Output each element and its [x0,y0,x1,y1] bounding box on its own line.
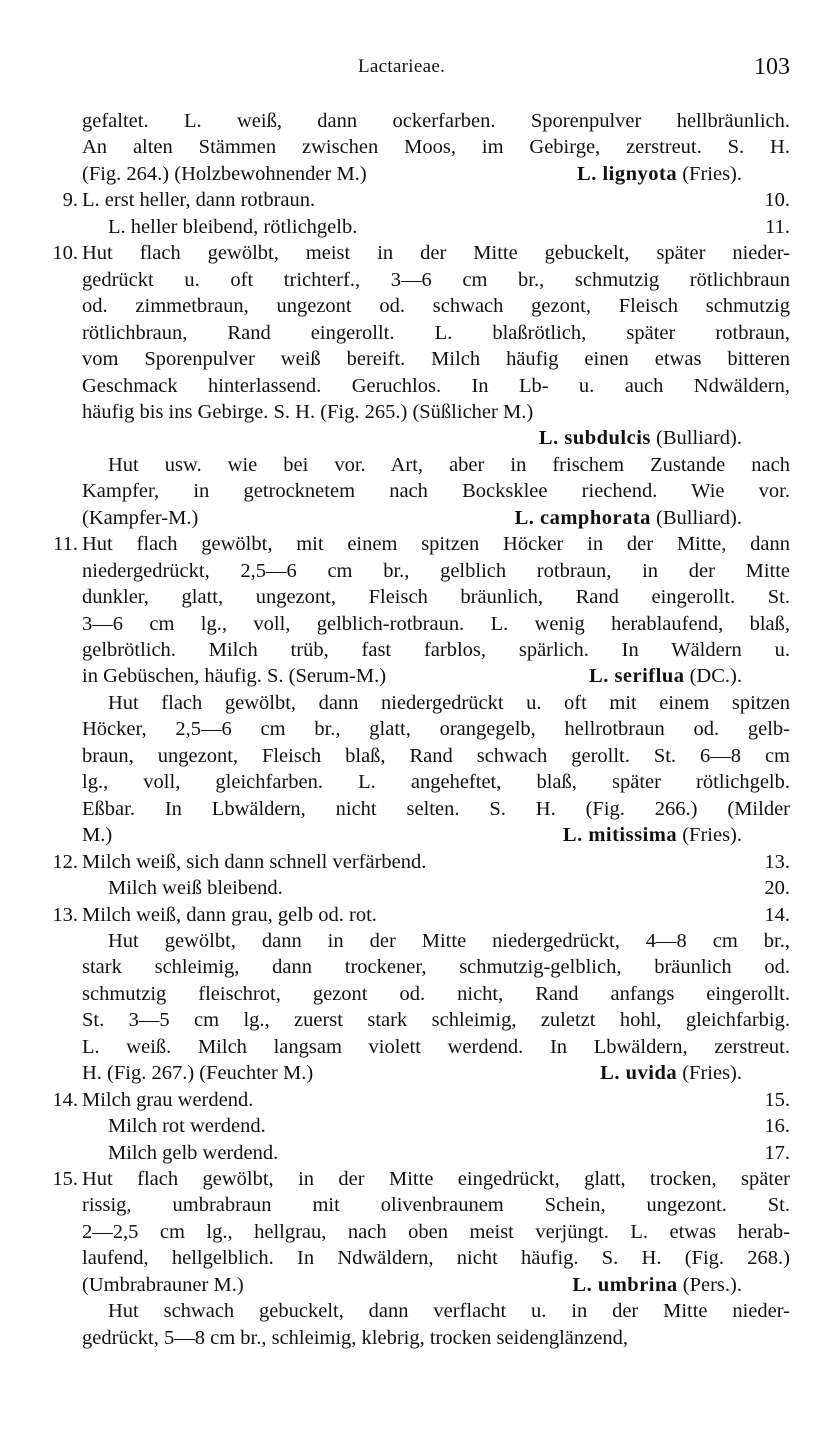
entry-number: 12. [52,851,78,873]
species-line [82,161,790,188]
text-line: 3—6 cm lg., voll, gelblich-rotbraun. L. wenig herablaufend, blaß, [82,613,790,635]
key-lead-number: 10. [764,189,790,211]
text-line: Hut usw. wie bei vor. Art, aber in frischem Zustande nach [108,454,790,476]
text-line: An alten Stämmen zwischen Moos, im Gebirge, zerstreut. S. H. [82,136,790,158]
species-designation [539,425,742,452]
species-designation [563,822,742,849]
key-line [108,875,790,902]
species-name: L. uvida [600,1062,678,1084]
key-line [82,849,790,876]
key-lead-number: 17. [764,1142,790,1164]
text-line: braun, ungezont, Fleisch blaß, Rand schwach gerollt. St. 6—8 cm [82,745,790,767]
species-name: L. umbrina [572,1274,678,1296]
key-text: Milch weiß, sich dann schnell verfärbend. [82,851,427,873]
key-line [108,214,790,241]
species-line-text: (Umbrabrauner M.) [82,1274,244,1296]
species-designation [600,1060,742,1087]
text-line: vom Sporenpulver weiß bereift. Milch häufig einen etwas bitteren [82,348,790,370]
text-line: Hut schwach gebuckelt, dann verflacht u. in der Mitte nieder- [108,1300,790,1322]
species-author: (DC.). [684,665,742,687]
text-line: Höcker, 2,5—6 cm br., glatt, orangegelb, hellrotbraun od. gelb- [82,718,790,740]
text-line: Hut flach gewölbt, in der Mitte eingedrückt, glatt, trocken, später [82,1168,790,1190]
text-line: Hut flach gewölbt, dann niedergedrückt u. oft mit einem spitzen [108,692,790,714]
species-author: (Fries). [677,1062,742,1084]
key-line [108,1140,790,1167]
text-line: Kampfer, in getrocknetem nach Bocksklee riechend. Wie vor. [82,480,790,502]
species-line-text: H. (Fig. 267.) (Feuchter M.) [82,1062,314,1084]
key-lead-number: 11. [765,216,790,238]
species-author: (Bulliard). [650,427,742,449]
key-line [108,1113,790,1140]
species-name: L. mitissima [562,824,678,846]
key-text: Milch rot werdend. [108,1115,266,1137]
text-line: Hut gewölbt, dann in der Mitte niedergedrückt, 4—8 cm br., [108,930,790,952]
entry-number: 14. [52,1089,78,1111]
text-line: od. zimmetbraun, ungezont od. schwach gezont, Fleisch schmutzig [82,295,790,317]
species-line-text: M.) [82,824,113,846]
species-designation [577,161,742,188]
text-line: gedrückt u. oft trichterf., 3—6 cm br., schmutzig rötlichbraun [82,269,790,291]
key-lead-number: 13. [764,851,790,873]
species-line-text: in Gebüschen, häufig. S. (Serum-M.) [82,665,387,687]
entry-number: 10. [52,242,78,264]
species-line [82,505,790,532]
text-line: Eßbar. In Lbwäldern, nicht selten. S. H. (Fig. 266.) (Milder [82,798,790,820]
text-line: gelbrötlich. Milch trüb, fast farblos, spärlich. In Wäldern u. [82,639,790,661]
key-text: Milch weiß, dann grau, gelb od. rot. [82,904,377,926]
entry-number: 9. [62,189,78,211]
species-name: L. seriflua [589,665,685,687]
species-designation [589,663,742,690]
species-line-text: (Fig. 264.) (Holzbewohnender M.) [82,163,367,185]
text-line: gedrückt, 5—8 cm br., schleimig, klebrig, trocken seidenglänzend, [82,1327,628,1349]
text-line: häufig bis ins Gebirge. S. H. (Fig. 265.) (Süßlicher M.) [82,401,534,423]
text-line: Hut flach gewölbt, meist in der Mitte gebuckelt, später nieder- [82,242,790,264]
text-line: niedergedrückt, 2,5—6 cm br., gelblich rotbraun, in der Mitte [82,560,790,582]
text-line: schmutzig fleischrot, gezont od. nicht, Rand anfangs eingerollt. [82,983,790,1005]
running-title: Lactarieae. [358,56,446,77]
species-author: (Pers.). [677,1274,742,1296]
key-line [82,1087,790,1114]
text-line: lg., voll, gleichfarben. L. angeheftet, blaß, später rötlichgelb. [82,771,790,793]
key-text: Milch gelb werdend. [108,1142,279,1164]
text-line: L. weiß. Milch langsam violett werdend. In Lbwäldern, zerstreut. [82,1036,790,1058]
text-line: Hut flach gewölbt, mit einem spitzen Höcker in der Mitte, dann [82,533,790,555]
key-text: Milch grau werdend. [82,1089,254,1111]
species-line-text: (Kampfer-M.) [82,507,199,529]
text-line: laufend, hellgelblich. In Ndwäldern, nicht häufig. S. H. (Fig. 268.) [82,1247,790,1269]
page-header [0,56,830,86]
text-line: rötlichbraun, Rand eingerollt. L. blaßrötlich, später rotbraun, [82,322,790,344]
species-author: (Fries). [677,824,742,846]
text-line: St. 3—5 cm lg., zuerst stark schleimig, zuletzt hohl, gleichfarbig. [82,1009,790,1031]
key-lead-number: 20. [764,877,790,899]
species-line [82,1060,790,1087]
key-lead-number: 14. [764,904,790,926]
entry-number: 13. [52,904,78,926]
key-lead-number: 16. [764,1115,790,1137]
text-line: Geschmack hinterlassend. Geruchlos. In Lb- u. auch Ndwäldern, [82,375,790,397]
text-line: dunkler, glatt, ungezont, Fleisch bräunlich, Rand eingerollt. St. [82,586,790,608]
key-text: L. heller bleibend, rötlichgelb. [108,216,358,238]
species-author: (Fries). [677,163,742,185]
text-line: stark schleimig, dann trockener, schmutzig-gelblich, bräunlich od. [82,956,790,978]
key-line [82,902,790,929]
text-line: 2—2,5 cm lg., hellgrau, nach oben meist verjüngt. L. etwas herab- [82,1221,790,1243]
species-name: L. camphorata [514,507,651,529]
text-line: rissig, umbrabraun mit olivenbraunem Schein, ungezont. St. [82,1194,790,1216]
text-line: gefaltet. L. weiß, dann ockerfarben. Sporenpulver hellbräunlich. [82,110,790,132]
entry-number: 11. [53,533,78,555]
page-number: 103 [754,54,790,80]
key-lead-number: 15. [764,1089,790,1111]
key-line [82,187,790,214]
key-text: L. erst heller, dann rotbraun. [82,189,316,211]
entry-number: 15. [52,1168,78,1190]
species-designation [572,1272,742,1299]
species-name: L. subdulcis [538,427,651,449]
species-name: L. lignyota [577,163,678,185]
species-line [82,822,790,849]
key-text: Milch weiß bleibend. [108,877,283,899]
species-line [82,663,790,690]
species-author: (Bulliard). [650,507,742,529]
species-designation [515,505,742,532]
species-line [82,425,790,452]
species-line [82,1272,790,1299]
